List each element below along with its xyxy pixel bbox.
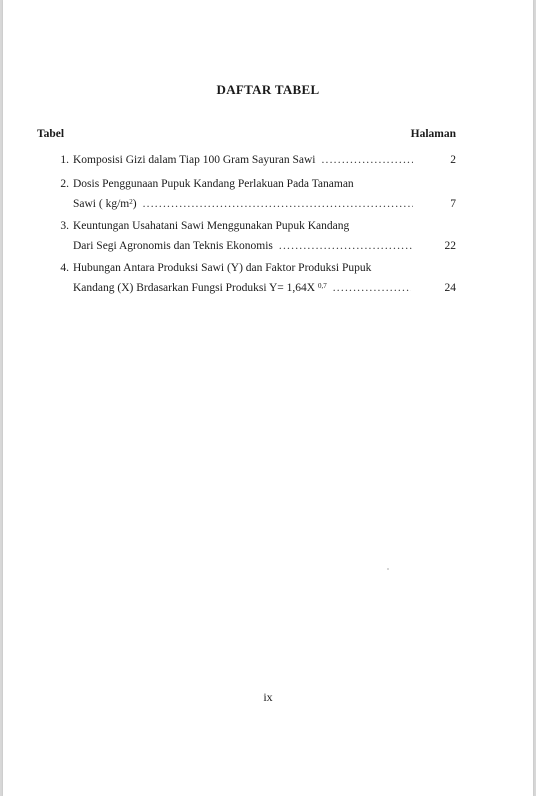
page-folio: ix [263, 690, 273, 704]
entry-title-line: Keuntungan Usahatani Sawi Menggunakan Pupuk Kandang [73, 220, 350, 232]
list-item-continuation [3, 280, 533, 296]
entry-title-line: Hubungan Antara Produksi Sawi (Y) dan Faktor Produksi Pupuk [73, 262, 372, 274]
entry-page-number: 7 [450, 198, 456, 210]
list-item [3, 218, 533, 234]
dot-leader [143, 196, 413, 212]
entry-page-number: 2 [450, 154, 456, 166]
entry-title-line: Kandang (X) Brdasarkan Fungsi Produksi Y= 1,64X $^{0,7}$ ..... [73, 280, 411, 296]
entry-number: 1. [60, 154, 69, 166]
entry-title-line: Sawi ( $kg/m^2$) ..... [73, 196, 413, 212]
list-item [3, 152, 533, 168]
dot-leader [333, 280, 411, 296]
list-item [3, 176, 533, 192]
entry-page-number: 24 [444, 282, 456, 294]
superscript: 0,7 [317, 282, 327, 290]
dot-leader [279, 238, 413, 254]
entry-title-line: Dosis Penggunaan Pupuk Kandang Perlakuan Pada Tanaman [73, 178, 354, 190]
entry-number: 4. [60, 262, 69, 274]
entry-number: 3. [60, 220, 69, 232]
page-title: DAFTAR TABEL [216, 82, 320, 97]
superscript: 2 [129, 198, 133, 206]
column-header-table: Tabel [37, 128, 65, 140]
entry-page-number: 22 [444, 240, 456, 252]
column-header-page: Halaman [410, 128, 456, 140]
dot-leader [321, 152, 413, 168]
list-item-continuation [3, 196, 533, 212]
entry-number: 2. [60, 178, 69, 190]
entry-title-line: Dari Segi Agronomis dan Teknis Ekonomis ..... [73, 238, 413, 254]
list-item-continuation [3, 238, 533, 254]
entry-title-line: Komposisi Gizi dalam Tiap 100 Gram Sayuran Sawi ..... [73, 152, 413, 168]
scan-speck [387, 568, 389, 570]
document-page [3, 0, 533, 796]
list-item [3, 260, 533, 276]
